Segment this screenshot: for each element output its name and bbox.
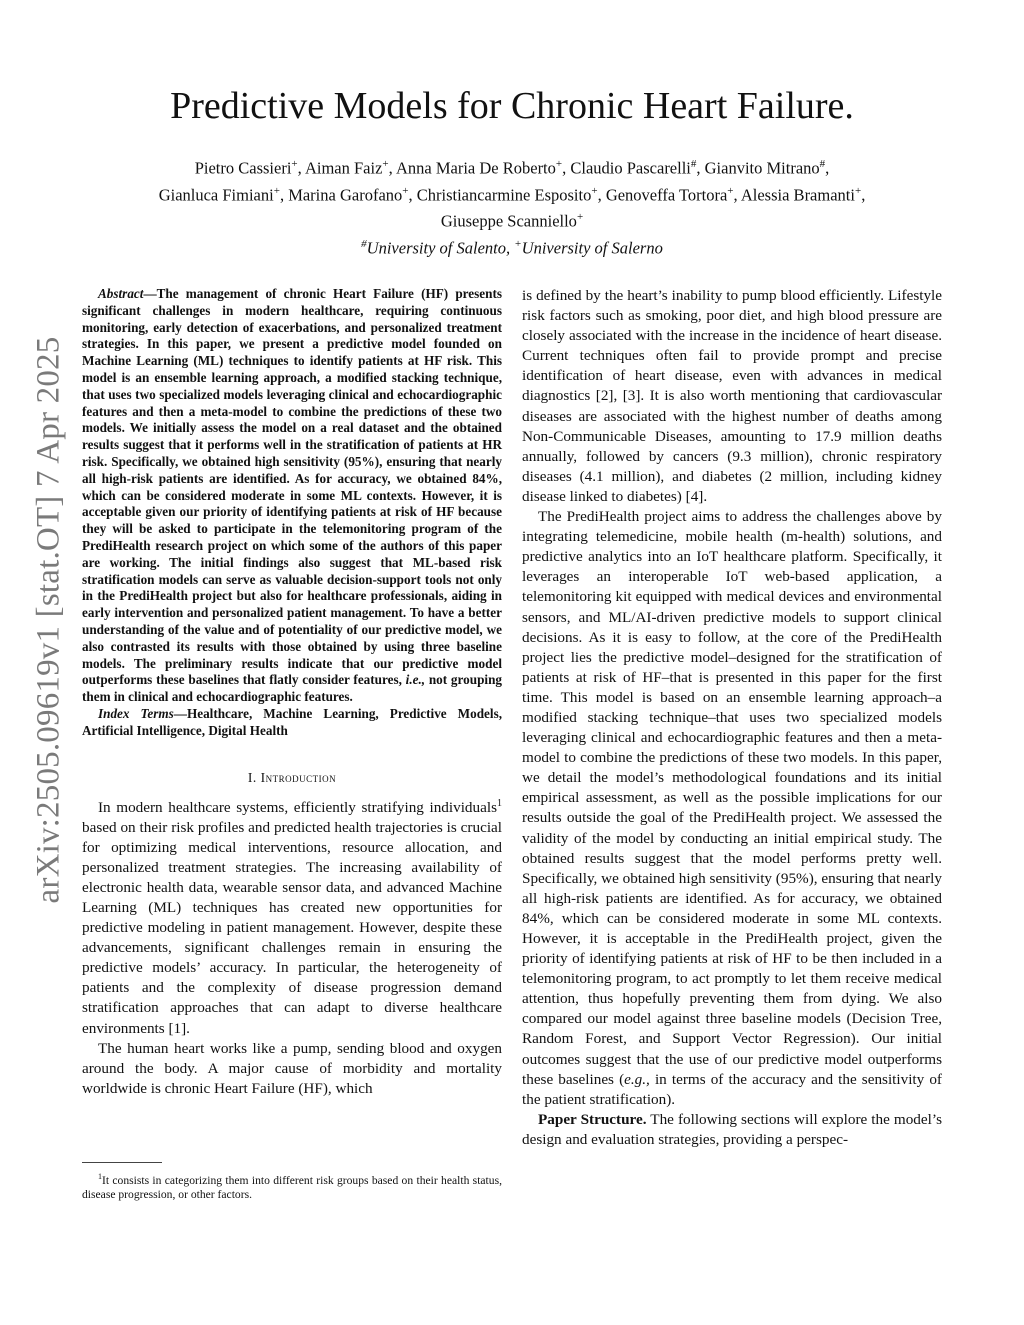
affiliations: #University of Salento, +University of Salerno	[361, 237, 663, 257]
author-line-2: Gianluca Fimiani+, Marina Garofano+, Christiancarmine Esposito+, Genoveffa Tortora+, Alessia Bramanti+,	[158, 184, 866, 204]
footnote	[82, 1170, 502, 1203]
arxiv-identifier	[28, 325, 70, 915]
paper-structure-label: Paper Structure.	[538, 1110, 647, 1128]
arxiv-id-text: arXiv:2505.09619v1 [stat.OT] 7 Apr 2025	[30, 336, 67, 904]
author-name: Christiancarmine Esposito	[416, 185, 592, 204]
intro-paragraph-1: In modern healthcare systems, efficiently stratifying individuals$^1$ based on their risk profiles and predicted health trajectories is crucial for optimizing medical interventions, resource allocation, and personalized treatment strategies. The increasing availability of electronic health data, wearable sensor data, and advanced Machine Learning (ML) techniques has created new opportunities for predictive modeling in patient management. However, despite these advancements, significant challenges remain in ensuring the predictive models’ accuracy. In particular, the heterogeneity of patients and the complexity of disease progression demand stratification approaches that can adapt to diverse healthcare environments [1].	[82, 797, 502, 1037]
author-name: Anna Maria De Roberto	[395, 158, 556, 178]
author-name: Gianvito Mitrano	[704, 158, 820, 178]
affiliation-mark: +	[514, 237, 522, 250]
index-terms-label: Index Terms	[98, 705, 174, 721]
affiliation-mark: +	[591, 184, 598, 197]
affiliation-mark: +	[555, 158, 563, 170]
author-name: Gianluca Fimiani	[158, 185, 274, 204]
abstract: Abstract—The management of chronic Heart Failure (HF) presents significant challenges in modern healthcare, requiring continuous monitoring, early detection of exacerbations, and personalized treatment strategies. In this paper, we present a predictive model founded on Machine Learning (ML) techniques to identify patients at HF risk. This model is an ensemble learning approach, a modified stacking technique, that uses two specialized models leveraging clinical and echocardiographic features and then a meta-model to combine the predictions of these two models. We initially assess the model on a real dataset and the obtained results suggest that it performs well in the stratification of patients at HR risk. Specifically, we obtained high sensitivity (95%), ensuring that nearly all high-risk patients are identified. As for accuracy, we obtained 84%, which can be considered moderate in some ML contexts. However, it is acceptable given our priority of identifying patients at risk of HF because they will be asked to participate in the telemonitoring program of the PrediHealth research project on which some of the authors of this paper are working. The initial findings also suggest that ML-based risk stratification models can serve as valuable decision-support tools not only in the PrediHealth project but also for healthcare professionals, aiding in early intervention and personalized patient management. To have a better understanding of the value and of potentiality of our predictive model, we also contrasted its results with those obtained by using three baseline models. The preliminary results indicate that our predictive model outperforms these baselines that flatly consider features, i.e., not grouping them in clinical and echocardiographic features.	[82, 286, 502, 705]
intro-paragraph-2: The human heart works like a pump, sending blood and oxygen around the body. A major cause of morbidity and mortality worldwide is chronic Heart Failure (HF), which	[82, 1039, 502, 1097]
index-terms: Index Terms—Healthcare, Machine Learning, Predictive Models, Artificial Intelligence, Digital Health	[82, 705, 502, 738]
body-paragraph-predihealth: The PrediHealth project aims to address the challenges above by integrating telemedicine, mobile health (m-health) solutions, and predictive analytics into an IoT healthcare platform. Specifically, it leverages an interoperable IoT web-based application, a telemonitoring kit equipped with medical devices and environmental sensors, and ML/AI-driven predictive models to support clinical decisions. As it is easy to follow, at the core of the PrediHealth project lies the predictive model–designed for the stratification of patients at risk of HF–that is presented in this paper for the first time. This model is based on an ensemble learning approach–a modified stacking technique–that uses two specialized models leveraging clinical and echocardiographic features and then a meta-model to combine the predictions of these two models. In this paper, we detail the model’s methodological foundations and its initial empirical assessment, as well as the possible implications for our results outside the goal of the PrediHealth project. We assessed the validity of the model by conducting an initial empirical study. The obtained results suggest that the model performs pretty well. Specifically, we obtained high sensitivity (95%), ensuring that nearly all high-risk patients are identified. As for accuracy, we obtained 84%, which can be considered moderate in some ML contexts. However, it is acceptable in the PrediHealth project, given the priority of identifying patients at risk of HF to be then included in a telemonitoring program, to act promptly to let them receive medical attention, thus hopefully preventing them from dying. We also compared our model against three baseline models (Decision Tree, Random Forest, and Support Vector Regression). Our initial outcomes suggest that the use of our predictive model outperforms these baselines (e.g., in terms of the accuracy and the sensitivity of the patient stratification).	[522, 508, 942, 1108]
author-name: Claudio Pascarelli	[570, 158, 691, 178]
body-paragraph-continued: is defined by the heart’s inability to pump blood efficiently. Lifestyle risk factors such as smoking, poor diet, and high blood pressure are closely associated with the increase in the incidence of heart disease. Current techniques often fail to provide prompt and precise identification of heart disease, even with advances in medical diagnostics [2], [3]. It is also worth mentioning that cardiovascular diseases are associated with the highest number of deaths among Non-Communicable Diseases, amounting to 17.9 million deaths annually, followed by cancers (9.3 million), chronic respiratory diseases (4.1 million), and diabetes (2 million, including kidney disease linked to diabetes) [4].	[522, 287, 942, 505]
author-line-3	[80, 206, 944, 233]
footnote-text: It consists in categorizing them into different risk groups based on their health status, disease progression, or other factors.	[82, 1173, 502, 1202]
affiliation-mark: +	[273, 184, 280, 197]
body-paragraph-paper-structure: Paper Structure. The following sections will explore the model’s design and evaluation strategies, providing a perspec-	[522, 1110, 942, 1148]
author-name: Giuseppe Scanniello	[440, 211, 577, 231]
affiliation-mark: +	[291, 158, 298, 170]
author-block	[80, 153, 944, 259]
footnote-mark: 1	[98, 1172, 102, 1181]
author-name: Marina Garofano	[288, 185, 403, 204]
affiliation-mark: +	[402, 184, 409, 197]
affiliation-name: University of Salento	[366, 238, 506, 257]
index-terms-text: Healthcare, Machine Learning, Predictive Models, Artificial Intelligence, Digital Health	[82, 705, 502, 738]
affiliation-mark: +	[382, 158, 389, 170]
footnote-ref: 1	[497, 797, 502, 809]
author-name: Genoveffa Tortora	[605, 185, 728, 204]
author-name: Pietro Cassieri	[194, 158, 292, 178]
abstract-label: Abstract	[98, 286, 144, 301]
affiliation-mark: #	[819, 158, 826, 170]
author-line-1: Pietro Cassieri+, Aiman Faiz+, Anna Maria De Roberto+, Claudio Pascarelli#, Gianvito Mitrano#,	[194, 158, 830, 178]
footnote-divider	[82, 1162, 162, 1163]
left-column	[82, 286, 502, 1099]
affiliation-mark: +	[576, 211, 584, 223]
abstract-text: The management of chronic Heart Failure (HF) presents significant challenges in modern healthcare, requiring continuous monitoring, early detection of exacerbations, and personalized treatment strategies. In this paper, we present a predictive model founded on Machine Learning (ML) techniques to identify patients at HF risk. This model is an ensemble learning approach, a modified stacking technique, that uses two specialized models leveraging clinical and echocardiographic features and then a meta-model to combine the predictions of these two models. We initially assess the model on a real dataset and the obtained results suggest that it performs well in the stratification of patients at HR risk. Specifically, we obtained high sensitivity (95%), ensuring that nearly all high-risk patients are identified. As for accuracy, we obtained 84%, which can be considered moderate in some ML contexts. However, it is acceptable given our priority of identifying patients at risk of HF because they will be asked to participate in the telemonitoring program of the PrediHealth research project on which some of the authors of this paper are working. The initial findings also suggest that ML-based risk stratification models can serve as valuable decision-support tools not only in the PrediHealth project but also for healthcare professionals, aiding in early intervention and personalized patient management. To have a better understanding of the value and of potentiality of our predictive model, we also contrasted its results with those obtained by using three baseline models. The preliminary results indicate that our predictive model outperforms these baselines that flatly consider features,	[82, 286, 502, 688]
author-name: Aiman Faiz	[304, 158, 383, 178]
affiliation-mark: #	[690, 158, 697, 170]
paper-title: Predictive Models for Chronic Heart Failure.	[170, 85, 854, 127]
affiliation-mark: #	[361, 237, 367, 250]
author-name: Alessia Bramanti	[740, 185, 855, 204]
affiliation-mark: +	[727, 184, 734, 197]
affiliation-mark: +	[854, 184, 862, 197]
affiliation-name: University of Salerno	[521, 238, 663, 257]
section-heading-introduction: I. Introduction	[247, 769, 337, 785]
right-column	[522, 286, 942, 1150]
